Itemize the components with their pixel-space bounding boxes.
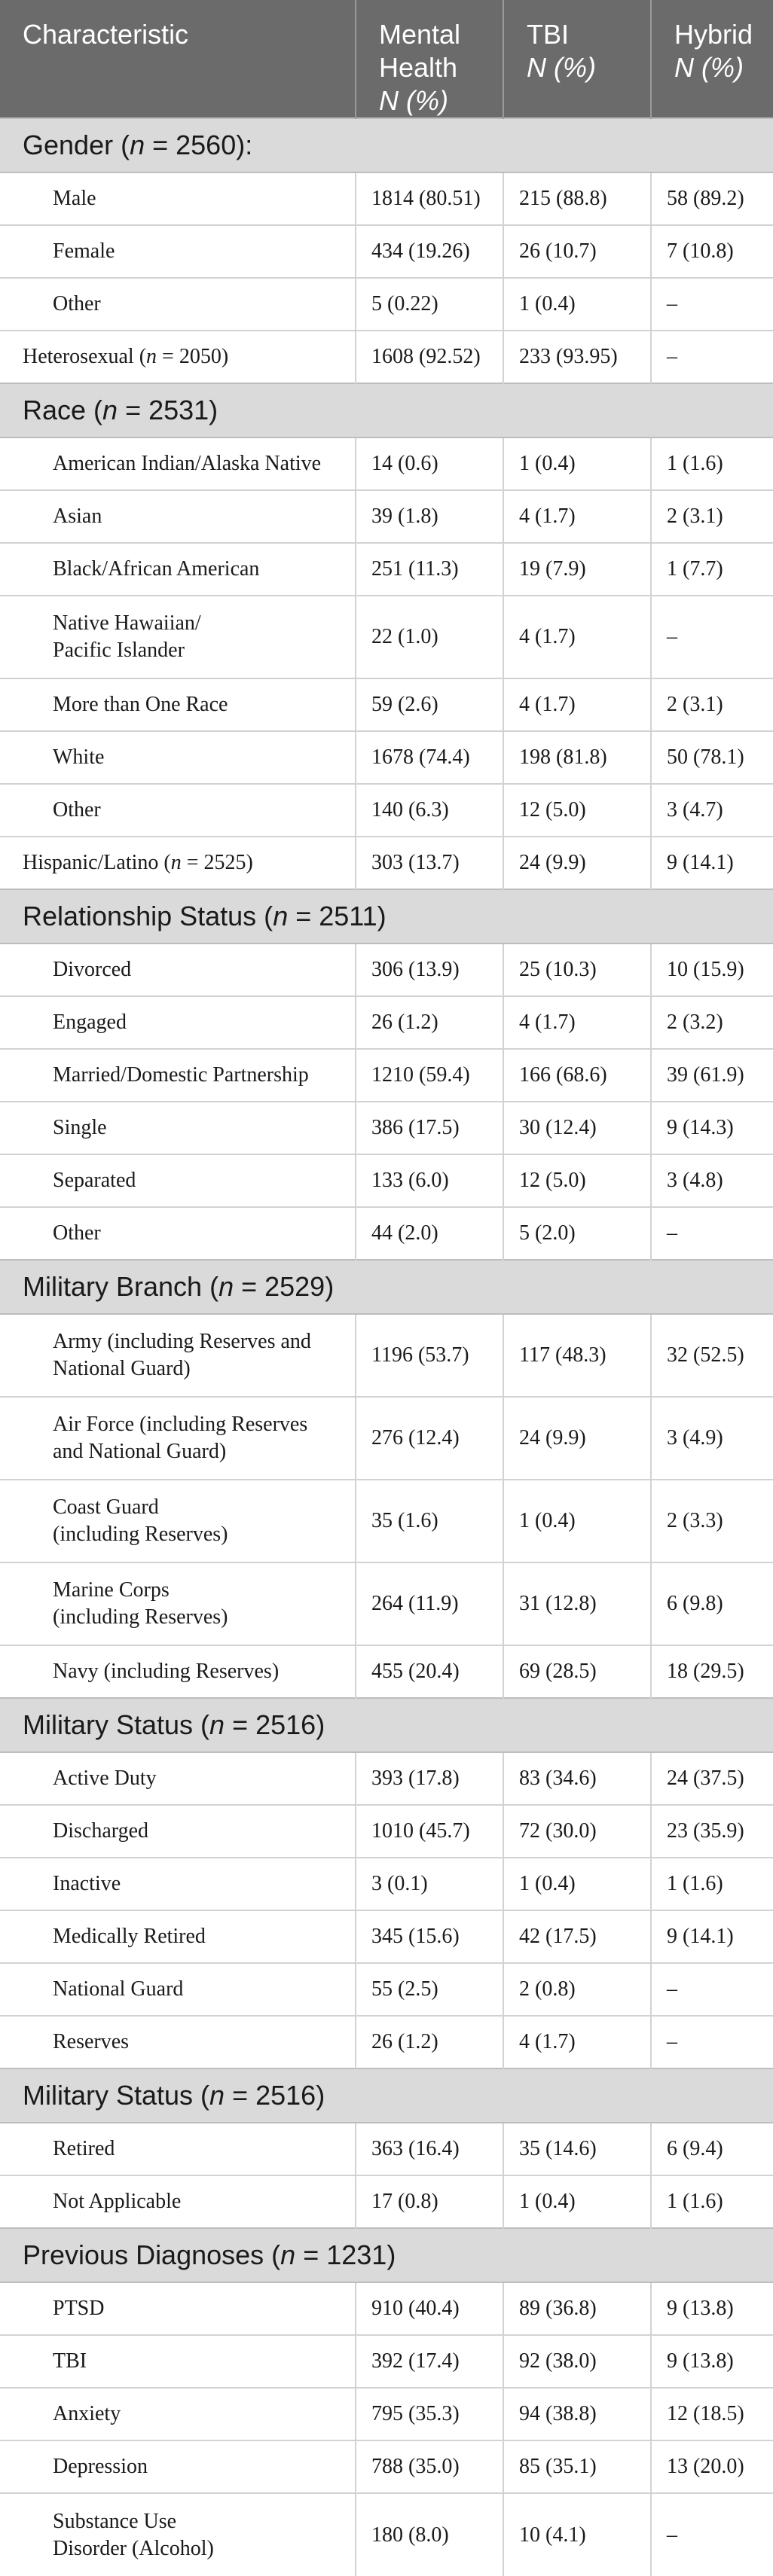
characteristic-cell [0,2493,356,2576]
characteristic-cell [0,1480,356,1562]
characteristic-label-line1: Native Hawaiian/ [53,611,201,635]
section-n-label: n [209,1709,225,1740]
characteristic-label: Retired [53,2137,115,2160]
mental-health-value: 251 (11.3) [356,543,503,596]
mental-health-value: 392 (17.4) [356,2335,503,2388]
mental-health-value: 26 (1.2) [356,2016,503,2068]
characteristic-cell [0,2123,356,2175]
characteristic-n-label: n [170,851,182,874]
characteristic-cell [0,543,356,596]
mental-health-value: 455 (20.4) [356,1645,503,1698]
hybrid-value: 24 (37.5) [651,1752,773,1805]
header-characteristic [0,0,356,118]
characteristic-label: Divorced [53,958,132,981]
characteristic-label: Reserves [53,2030,130,2053]
section-n-label: n [273,901,289,931]
tbi-value: 5 (2.0) [503,1207,651,1260]
section-title [0,2228,773,2282]
table-row [0,2123,773,2175]
section-header-row [0,2068,773,2123]
characteristic-cell [0,1645,356,1698]
characteristic-label: Other [53,1221,101,1245]
table-row [0,1858,773,1910]
mental-health-value: 3 (0.1) [356,1858,503,1910]
table-row [0,1752,773,1805]
section-header-row [0,889,773,944]
mental-health-value: 303 (13.7) [356,837,503,889]
table-row [0,490,773,543]
mental-health-value: 393 (17.8) [356,1752,503,1805]
hybrid-value: 1 (1.6) [651,1858,773,1910]
characteristic-cell [0,837,356,889]
section-title [0,118,773,172]
mental-health-value: 59 (2.6) [356,678,503,731]
header-mental-health-line2: Health [379,52,458,83]
hybrid-value: 1 (1.6) [651,2175,773,2228]
mental-health-value: 386 (17.5) [356,1102,503,1154]
hybrid-value: – [651,278,773,331]
section-title-text: Military Branch ( [23,1271,219,1302]
hybrid-value: 13 (20.0) [651,2440,773,2493]
characteristic-n-label: n [146,345,157,368]
characteristic-cell [0,2440,356,2493]
characteristic-label: Discharged [53,1819,148,1843]
characteristic-label: Inactive [53,1872,121,1895]
hybrid-value: – [651,2493,773,2576]
header-tbi [503,0,651,118]
hybrid-value: 1 (1.6) [651,437,773,490]
characteristic-label: White [53,745,105,769]
table-row [0,1207,773,1260]
characteristic-cell [0,437,356,490]
mental-health-value: 44 (2.0) [356,1207,503,1260]
characteristic-label: Separated [53,1169,136,1192]
characteristic-label-line1: Marine Corps [53,1578,170,1602]
table-row [0,1480,773,1562]
section-n-label: n [218,1271,234,1302]
section-title-text: Military Status ( [23,1709,210,1740]
characteristic-cell [0,2175,356,2228]
hybrid-value: 32 (52.5) [651,1314,773,1397]
table-row [0,2282,773,2335]
characteristic-cell [0,1963,356,2016]
characteristic-label-line1: Substance Use [53,2509,177,2533]
tbi-value: 4 (1.7) [503,490,651,543]
table-row [0,2016,773,2068]
table-row [0,1102,773,1154]
table-row [0,278,773,331]
characteristic-label-line1: Army (including Reserves and [53,1330,311,1353]
section-header-row [0,118,773,172]
characteristic-label: Single [53,1116,107,1139]
tbi-value: 94 (38.8) [503,2388,651,2440]
mental-health-value: 910 (40.4) [356,2282,503,2335]
table-row [0,1049,773,1102]
tbi-value: 1 (0.4) [503,437,651,490]
hybrid-value: 3 (4.9) [651,1397,773,1480]
header-hybrid-line1: Hybrid [674,19,753,50]
characteristic-label-line2: and National Guard) [53,1440,227,1463]
mental-health-value: 1196 (53.7) [356,1314,503,1397]
table-row [0,2175,773,2228]
tbi-value: 89 (36.8) [503,2282,651,2335]
tbi-value: 166 (68.6) [503,1049,651,1102]
header-characteristic-label: Characteristic [23,19,189,50]
characteristic-label-line2: Pacific Islander [53,639,185,662]
section-title [0,1260,773,1314]
table-row [0,2388,773,2440]
hybrid-value: – [651,596,773,678]
tbi-value: 31 (12.8) [503,1562,651,1645]
mental-health-value: 264 (11.9) [356,1562,503,1645]
hybrid-value: 2 (3.3) [651,1480,773,1562]
tbi-value: 2 (0.8) [503,1963,651,2016]
hybrid-value: 9 (13.8) [651,2335,773,2388]
table-row [0,784,773,837]
table-row [0,2335,773,2388]
tbi-value: 233 (93.95) [503,331,651,383]
hybrid-value: – [651,2016,773,2068]
characteristic-cell [0,2388,356,2440]
section-title-text: Race ( [23,395,103,425]
section-n-value: = 2529) [234,1271,335,1302]
characteristic-cell [0,331,356,383]
tbi-value: 85 (35.1) [503,2440,651,2493]
mental-health-value: 1608 (92.52) [356,331,503,383]
header-tbi-line1: TBI [527,19,570,50]
section-n-value: = 1231) [295,2239,396,2270]
hybrid-value: 23 (35.9) [651,1805,773,1858]
hybrid-value: – [651,1963,773,2016]
table-row [0,596,773,678]
tbi-value: 10 (4.1) [503,2493,651,2576]
characteristic-cell [0,2335,356,2388]
mental-health-value: 345 (15.6) [356,1910,503,1963]
section-n-label: n [102,395,118,425]
table-row [0,996,773,1049]
table-row [0,437,773,490]
tbi-value: 30 (12.4) [503,1102,651,1154]
mental-health-value: 180 (8.0) [356,2493,503,2576]
hybrid-value: 9 (14.1) [651,837,773,889]
tbi-value: 117 (48.3) [503,1314,651,1397]
mental-health-value: 276 (12.4) [356,1397,503,1480]
tbi-value: 1 (0.4) [503,1858,651,1910]
hybrid-value: 6 (9.4) [651,2123,773,2175]
characteristic-label: Black/African American [53,557,260,581]
mental-health-value: 39 (1.8) [356,490,503,543]
hybrid-value: 9 (14.1) [651,1910,773,1963]
mental-health-value: 140 (6.3) [356,784,503,837]
tbi-value: 69 (28.5) [503,1645,651,1698]
hybrid-value: – [651,1207,773,1260]
mental-health-value: 26 (1.2) [356,996,503,1049]
tbi-value: 24 (9.9) [503,837,651,889]
tbi-value: 1 (0.4) [503,2175,651,2228]
section-title-text: Gender ( [23,130,130,160]
table-row [0,331,773,383]
characteristic-label-line2: (including Reserves) [53,1523,228,1546]
section-n-value: = 2516) [225,2080,325,2111]
section-title [0,383,773,437]
characteristic-label: Not Applicable [53,2190,182,2213]
table-row [0,1645,773,1698]
mental-health-value: 5 (0.22) [356,278,503,331]
mental-health-value: 788 (35.0) [356,2440,503,2493]
characteristic-cell [0,1397,356,1480]
tbi-value: 92 (38.0) [503,2335,651,2388]
mental-health-value: 434 (19.26) [356,225,503,278]
hybrid-value: 2 (3.1) [651,490,773,543]
characteristic-label: Hispanic/Latino ( [23,851,171,874]
hybrid-value: 10 (15.9) [651,944,773,996]
characteristic-cell [0,996,356,1049]
hybrid-value: – [651,331,773,383]
tbi-value: 83 (34.6) [503,1752,651,1805]
mental-health-value: 14 (0.6) [356,437,503,490]
tbi-value: 12 (5.0) [503,1154,651,1207]
characteristic-label-line1: Coast Guard [53,1495,159,1519]
characteristic-cell [0,2282,356,2335]
header-mental-health [356,0,503,118]
header-mental-health-line1: Mental [379,19,461,50]
section-title-text: Previous Diagnoses ( [23,2239,281,2270]
mental-health-value: 306 (13.9) [356,944,503,996]
hybrid-value: 9 (13.8) [651,2282,773,2335]
tbi-value: 4 (1.7) [503,678,651,731]
characteristic-cell [0,1102,356,1154]
characteristic-label: Heterosexual ( [23,345,147,368]
tbi-value: 198 (81.8) [503,731,651,784]
header-tbi-unit: N (%) [527,52,596,83]
tbi-value: 42 (17.5) [503,1910,651,1963]
characteristic-cell [0,1207,356,1260]
characteristic-cell [0,784,356,837]
characteristic-label-line2: Disorder (Alcohol) [53,2536,214,2560]
mental-health-value: 35 (1.6) [356,1480,503,1562]
characteristic-n-value: = 2525) [181,851,253,874]
tbi-value: 215 (88.8) [503,172,651,225]
hybrid-value: 3 (4.8) [651,1154,773,1207]
table-row [0,944,773,996]
hybrid-value: 12 (18.5) [651,2388,773,2440]
section-n-label: n [209,2080,225,2111]
table-row [0,543,773,596]
tbi-value: 19 (7.9) [503,543,651,596]
tbi-value: 35 (14.6) [503,2123,651,2175]
characteristic-label: Married/Domestic Partnership [53,1063,309,1087]
table-row [0,1805,773,1858]
table-row [0,731,773,784]
section-title-text: Military Status ( [23,2080,210,2111]
characteristic-cell [0,225,356,278]
header-row [0,0,773,118]
table-row [0,2440,773,2493]
table-row [0,678,773,731]
hybrid-value: 2 (3.1) [651,678,773,731]
section-n-label: n [280,2239,296,2270]
table-header [0,0,773,118]
characteristic-label: Engaged [53,1011,127,1034]
mental-health-value: 1010 (45.7) [356,1805,503,1858]
characteristic-cell [0,1805,356,1858]
characteristic-label: Male [53,187,96,210]
tbi-value: 1 (0.4) [503,1480,651,1562]
mental-health-value: 17 (0.8) [356,2175,503,2228]
section-title [0,2068,773,2123]
tbi-value: 72 (30.0) [503,1805,651,1858]
tbi-value: 4 (1.7) [503,2016,651,2068]
tbi-value: 25 (10.3) [503,944,651,996]
characteristic-cell [0,1752,356,1805]
characteristic-cell [0,731,356,784]
table-row [0,2493,773,2576]
characteristic-label: Navy (including Reserves) [53,1660,280,1683]
table-body [0,118,773,2576]
header-hybrid-unit: N (%) [674,52,744,83]
characteristic-label: Depression [53,2455,148,2478]
characteristic-label: Anxiety [53,2402,121,2425]
characteristic-cell [0,490,356,543]
characteristic-cell [0,1049,356,1102]
hybrid-value: 39 (61.9) [651,1049,773,1102]
tbi-value: 24 (9.9) [503,1397,651,1480]
characteristic-cell [0,172,356,225]
hybrid-value: 1 (7.7) [651,543,773,596]
table-row [0,1154,773,1207]
hybrid-value: 3 (4.7) [651,784,773,837]
table-row [0,1910,773,1963]
mental-health-value: 1210 (59.4) [356,1049,503,1102]
characteristic-label-line2: (including Reserves) [53,1605,228,1629]
section-header-row [0,2228,773,2282]
characteristic-label: PTSD [53,2297,105,2320]
section-n-value: = 2516) [225,1709,325,1740]
mental-health-value: 133 (6.0) [356,1154,503,1207]
characteristic-label: Active Duty [53,1767,157,1790]
section-title-text: Relationship Status ( [23,901,273,931]
characteristic-n-value: = 2050) [157,345,229,368]
characteristic-label: More than One Race [53,693,228,716]
header-mental-health-unit: N (%) [379,85,448,116]
mental-health-value: 55 (2.5) [356,1963,503,2016]
table-row [0,1963,773,2016]
characteristic-label: Female [53,239,115,263]
section-header-row [0,1260,773,1314]
section-n-value: = 2531) [118,395,218,425]
tbi-value: 4 (1.7) [503,596,651,678]
header-hybrid [651,0,773,118]
tbi-value: 4 (1.7) [503,996,651,1049]
section-n-value: = 2511) [288,901,386,931]
characteristic-label: TBI [53,2349,87,2373]
hybrid-value: 7 (10.8) [651,225,773,278]
table-row [0,837,773,889]
hybrid-value: 2 (3.2) [651,996,773,1049]
characteristic-cell [0,678,356,731]
section-n-label: n [130,130,145,160]
hybrid-value: 18 (29.5) [651,1645,773,1698]
mental-health-value: 795 (35.3) [356,2388,503,2440]
characteristic-cell [0,1314,356,1397]
characteristic-label-line1: Air Force (including Reserves [53,1413,308,1436]
table-row [0,225,773,278]
characteristic-cell [0,596,356,678]
characteristic-cell [0,1562,356,1645]
table-row [0,1314,773,1397]
mental-health-value: 22 (1.0) [356,596,503,678]
mental-health-value: 363 (16.4) [356,2123,503,2175]
characteristic-cell [0,1154,356,1207]
section-header-row [0,1698,773,1752]
characteristic-cell [0,278,356,331]
characteristic-cell [0,1910,356,1963]
section-n-value: = 2560): [145,130,253,160]
table-row [0,1397,773,1480]
section-header-row [0,383,773,437]
tbi-value: 12 (5.0) [503,784,651,837]
characteristic-label: Other [53,798,101,822]
table-row [0,1562,773,1645]
characteristic-label: National Guard [53,1977,184,2001]
tbi-value: 26 (10.7) [503,225,651,278]
table-row [0,172,773,225]
characteristic-cell [0,2016,356,2068]
mental-health-value: 1814 (80.51) [356,172,503,225]
hybrid-value: 58 (89.2) [651,172,773,225]
hybrid-value: 9 (14.3) [651,1102,773,1154]
hybrid-value: 50 (78.1) [651,731,773,784]
hybrid-value: 6 (9.8) [651,1562,773,1645]
characteristic-cell [0,944,356,996]
mental-health-value: 1678 (74.4) [356,731,503,784]
characteristic-label: Asian [53,505,102,528]
characteristic-label-line2: National Guard) [53,1357,191,1380]
characteristic-label: American Indian/Alaska Native [53,452,322,475]
characteristic-cell [0,1858,356,1910]
section-title [0,1698,773,1752]
characteristic-label: Medically Retired [53,1925,206,1948]
characteristic-label: Other [53,292,101,316]
section-title [0,889,773,944]
tbi-value: 1 (0.4) [503,278,651,331]
